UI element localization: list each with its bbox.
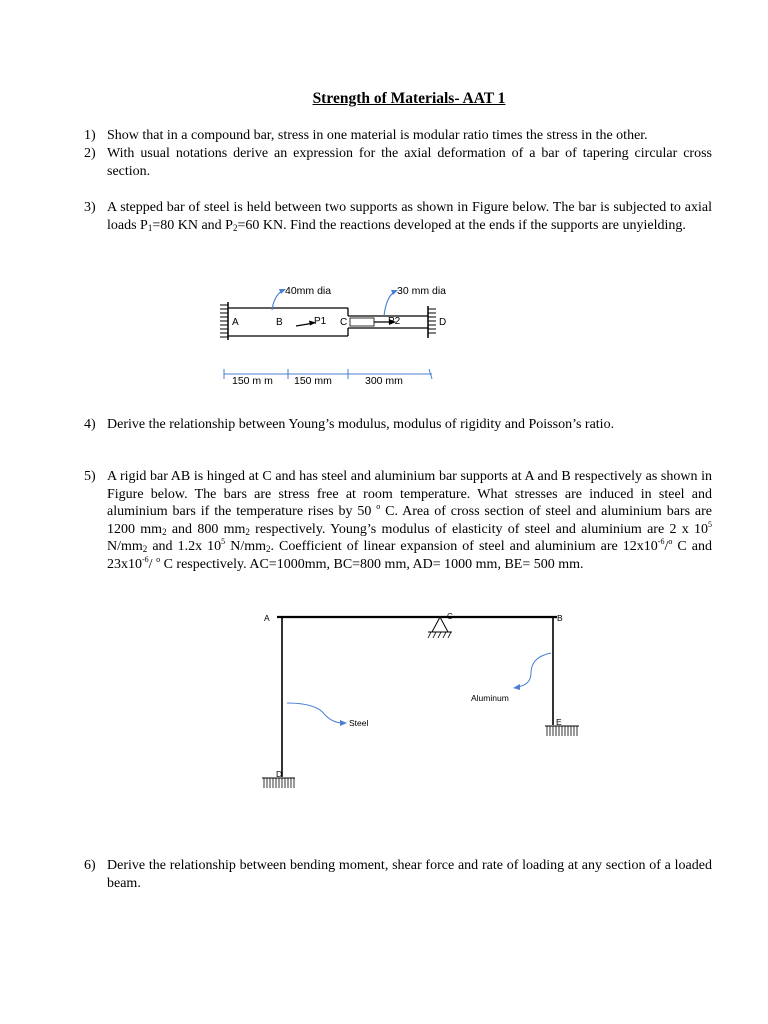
dia-label-2: 30 mm dia [397, 285, 447, 297]
question-5 [84, 468, 712, 573]
point-label-b: B [557, 613, 563, 623]
dim-label-2: 150 mm [294, 375, 332, 387]
question-text: Show that in a compound bar, stress in one material is modular ratio times the stress in the other. [107, 128, 648, 143]
text-part: and 800 mm [166, 521, 246, 537]
dim-label-3: 300 mm [365, 375, 403, 387]
point-label-b: B [276, 317, 283, 328]
text-part: / [148, 556, 157, 572]
question-text: With usual notations derive an expression for the axial deformation of a bar of tapering circular cross section. [107, 146, 712, 179]
text-part: C respectively. AC=1000mm, BC=800 mm, AD= 1000 mm, BE= 500 mm. [160, 556, 584, 572]
point-label-c: C [340, 317, 348, 328]
stepped-bar-figure [210, 280, 460, 390]
rigid-bar-figure [255, 605, 595, 795]
point-label-d: D [276, 769, 283, 779]
text-part: and 1.2x 10 [147, 539, 222, 554]
question-number: 4) [84, 417, 96, 432]
subscript: 2 [245, 526, 250, 537]
question-number: 2) [84, 146, 96, 161]
subscript: 2 [162, 526, 167, 537]
text-part: A rigid bar AB is hinged at C and has steel and aluminium bar supports at A and B respectively as shown in Figure below. The bars are stress free at room temperature. What stresses are induced in steel and aluminium bars if the temperature rises by 50 [107, 469, 712, 519]
question-3 [84, 199, 712, 234]
point-label-c: C [447, 612, 453, 621]
question-1 [84, 127, 712, 145]
degree-symbol: o [668, 537, 673, 546]
text-part: C. Area of cross section of steel and aluminium bars are 1200 mm [107, 504, 712, 537]
subscript: 2 [142, 544, 148, 554]
text-part: respectively. Young’s modulus of elasticity of steel and aluminium are 2 x 10 [249, 521, 709, 537]
text-part: N/mm [225, 539, 266, 554]
page-title: Strength of Materials- AAT 1 [312, 90, 506, 107]
question-number: 5) [84, 469, 96, 484]
question-6 [84, 857, 712, 892]
text-part: C and 23x10 [107, 539, 712, 572]
question-text: Derive the relationship between bending moment, shear force and rate of loading at any section of a loaded beam. [107, 858, 712, 891]
text-part: / [664, 539, 669, 554]
dim-label-1: 150 m m [232, 375, 273, 387]
dia-label-1: 40mm dia [285, 285, 332, 297]
superscript: 5 [708, 519, 713, 529]
point-label-d: D [439, 317, 447, 328]
degree-symbol: o [376, 502, 381, 511]
subscript: 2 [232, 222, 238, 233]
question-text [107, 468, 712, 573]
question-number: 3) [84, 200, 96, 215]
text-part: =80 KN and P [152, 217, 233, 233]
load-label-p1: P1 [314, 316, 327, 327]
question-text: Derive the relationship between Young’s modulus, modulus of rigidity and Poisson’s ratio. [107, 417, 615, 432]
superscript: 5 [221, 537, 226, 546]
load-label-p2: P2 [388, 316, 401, 327]
subscript: 1 [147, 222, 153, 233]
superscript: -6 [657, 537, 665, 546]
question-number: 6) [84, 858, 96, 873]
text-part: A stepped bar of steel is held between two supports as shown in Figure below. The bar is subjected to axial loads P [107, 200, 712, 233]
support-e-hatch [547, 726, 577, 736]
text-part: . Coefficient of linear expansion of steel and aluminium are 12x10 [270, 539, 658, 554]
aluminum-label: Aluminum [471, 693, 509, 703]
hinge-hatch [428, 632, 451, 638]
point-label-e: E [556, 717, 562, 727]
subscript: 2 [265, 544, 271, 554]
steel-label: Steel [349, 718, 369, 728]
point-label-a: A [232, 317, 239, 328]
support-d-hatch [264, 778, 294, 788]
question-number: 1) [84, 128, 96, 143]
text-part: =60 KN. Find the reactions developed at the ends if the supports are unyielding. [237, 217, 686, 233]
superscript: -6 [142, 554, 149, 564]
point-label-a: A [264, 613, 270, 623]
question-2 [84, 145, 712, 180]
left-wall-hatch [220, 305, 228, 337]
degree-symbol: o [156, 554, 161, 564]
right-wall-hatch [428, 309, 436, 333]
text-part: N/mm [107, 539, 143, 554]
question-text [107, 199, 712, 234]
question-4 [84, 416, 712, 434]
